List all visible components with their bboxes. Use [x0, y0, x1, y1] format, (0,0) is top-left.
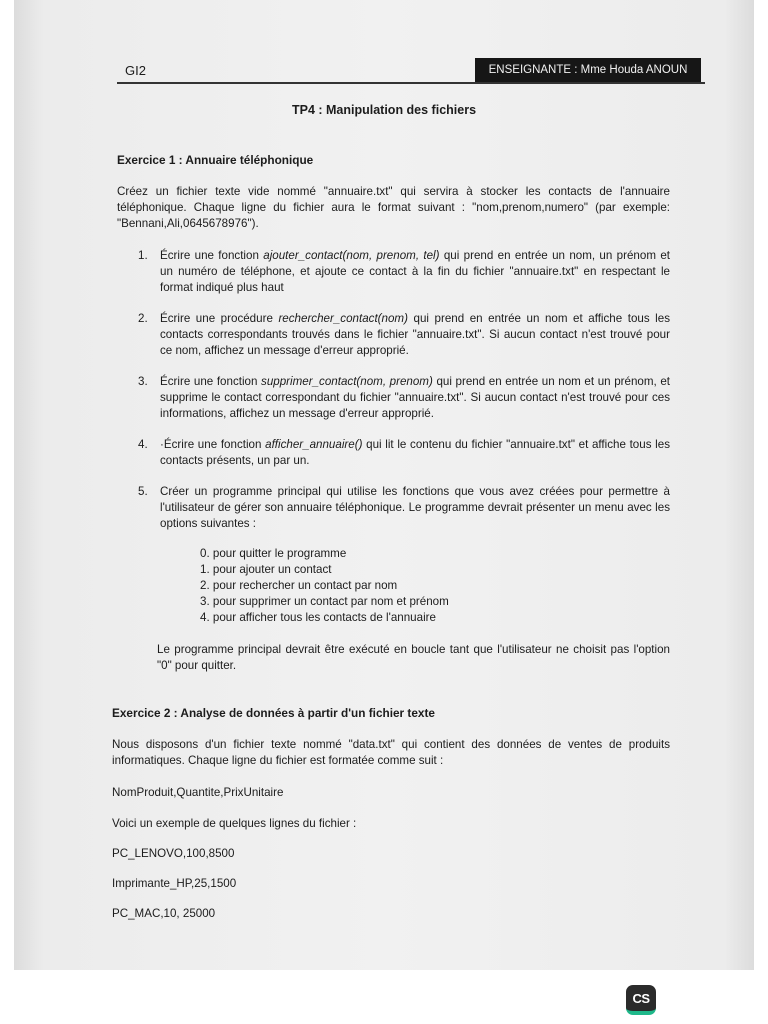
teacher-label: ENSEIGNANTE : Mme Houda ANOUN [475, 58, 701, 82]
exercise1-item-4: ·Écrire une fonction afficher_annuaire() qui lit le contenu du fichier "annuaire.txt" et affiche tous les contacts présents, un par un. [160, 438, 670, 467]
menu-option: 1. pour ajouter un contact [200, 563, 332, 576]
menu-option: 3. pour supprimer un contact par nom et prénom [200, 595, 449, 608]
function-name: rechercher_contact(nom) [278, 312, 408, 325]
function-name: supprimer_contact(nom, prenom) [261, 375, 433, 388]
header-divider [117, 82, 705, 84]
menu-option: 4. pour afficher tous les contacts de l'annuaire [200, 611, 436, 624]
item-number: 2. [138, 312, 148, 325]
page-title: TP4 : Manipulation des fichiers [291, 103, 477, 117]
example-intro: Voici un exemple de quelques lignes du fichier : [112, 817, 357, 830]
example-line: Imprimante_HP,25,1500 [112, 877, 237, 890]
exercise1-item-1: Écrire une fonction ajouter_contact(nom, prenom, tel) qui prend en entrée un nom, un prénom et un numéro de téléphone, et ajoute ce contact à la fin du fichier "annuaire.txt" en respectant le format indiqué plus haut [160, 249, 670, 294]
menu-option: 2. pour rechercher un contact par nom [200, 579, 398, 592]
function-name: afficher_annuaire() [265, 438, 363, 451]
exercise1-item-5: Créer un programme principal qui utilise les fonctions que vous avez créées pour permettre à l'utilisateur de gérer son annuaire téléphonique. Le programme devrait présenter un menu avec les options suivantes : [160, 485, 670, 530]
item-number: 1. [138, 249, 148, 262]
loop-note: Le programme principal devrait être exécuté en boucle tant que l'utilisateur ne choisit pas l'option "0" pour quitter. [157, 643, 670, 672]
function-name: ajouter_contact(nom, prenom, tel) [263, 249, 440, 262]
exercise1-item-2: Écrire une procédure rechercher_contact(nom) qui prend en entrée un nom et affiche tous les contacts correspondants trouvés dans le fichier "annuaire.txt". Si aucun contact n'est trouvé pour ce nom, affichez un message d'erreur approprié. [160, 312, 670, 357]
exercise1-heading: Exercice 1 : Annuaire téléphonique [117, 153, 314, 167]
file-format: NomProduit,Quantite,PrixUnitaire [112, 786, 284, 799]
exercise1-intro: Créez un fichier texte vide nommé "annuaire.txt" qui servira à stocker les contacts de l'annuaire téléphonique. Chaque ligne du fichier aura le format suivant : "nom,prenom,numero" (par exemple: "Bennani,Ali,0645678976"). [117, 185, 670, 230]
menu-options-list [200, 546, 449, 626]
exercise2-intro: Nous disposons d'un fichier texte nommé "data.txt" qui contient des données de ventes de produits informatiques. Chaque ligne du fichier est formatée comme suit : [112, 738, 670, 767]
class-code: GI2 [125, 63, 146, 78]
example-line: PC_LENOVO,100,8500 [112, 847, 235, 860]
document-page [14, 0, 754, 970]
item-number: 4. [138, 438, 148, 451]
exercise1-item-3: Écrire une fonction supprimer_contact(nom, prenom) qui prend en entrée un nom et un prénom, et supprime le contact correspondant du fichier "annuaire.txt". Si aucun contact n'est trouvé pour ces informations, affichez un message d'erreur approprié. [160, 375, 671, 420]
exercise2-heading: Exercice 2 : Analyse de données à partir d'un fichier texte [112, 706, 435, 720]
camscanner-logo: CS [626, 985, 656, 1015]
item-number: 3. [138, 375, 148, 388]
example-line: PC_MAC,10, 25000 [112, 907, 216, 920]
item-number: 5. [138, 485, 148, 498]
menu-option: 0. pour quitter le programme [200, 547, 347, 560]
